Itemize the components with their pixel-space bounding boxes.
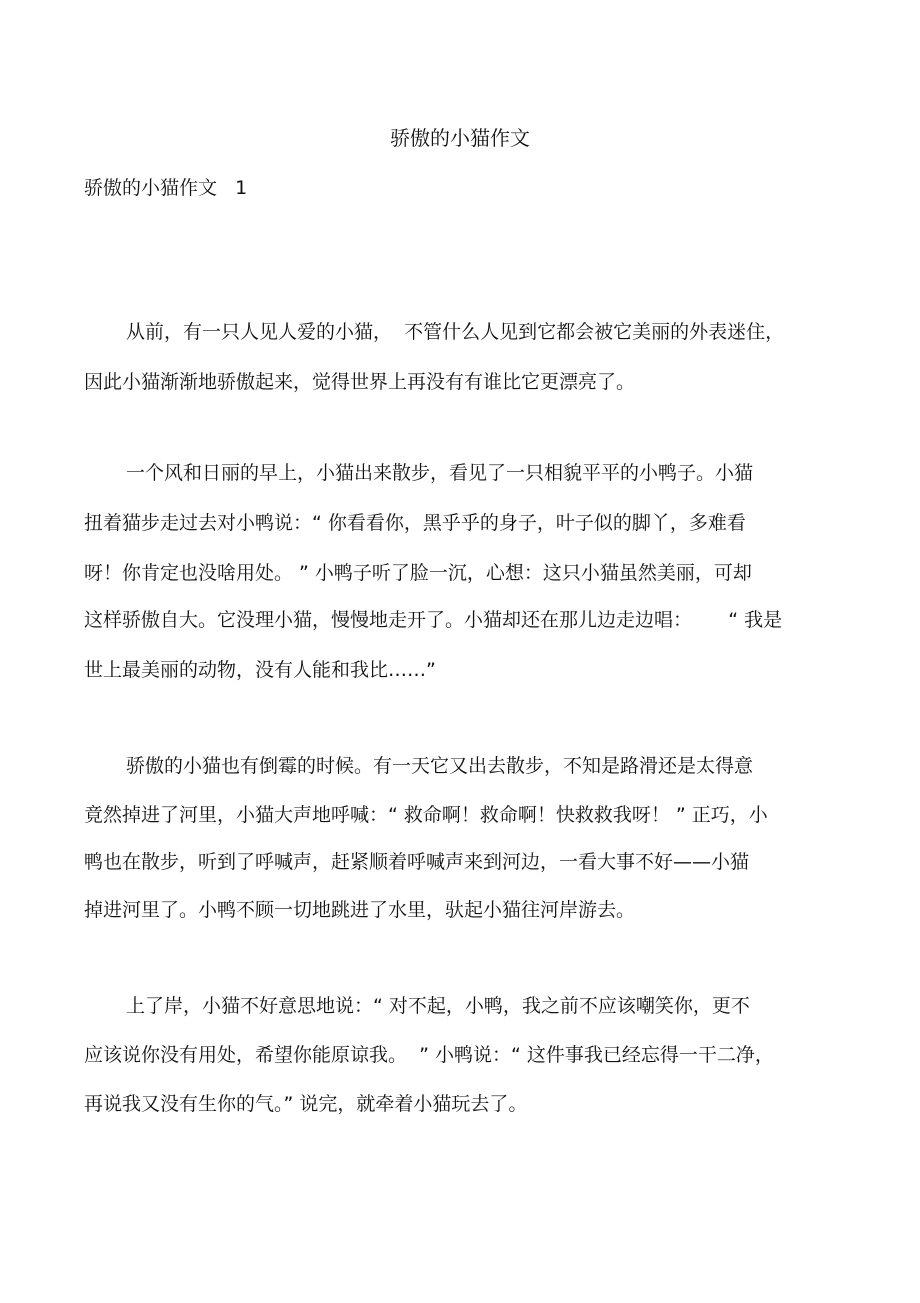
text-line: 这样骄傲自大。它没理小猫，慢慢地走开了。小猫却还在那儿边走边唱： “ 我是 — [84, 609, 783, 631]
text-line: 竟然掉进了河里，小猫大声地呼喊：“ 救命啊！救命啊！快救救我呀！ ” 正巧，小 — [84, 804, 768, 826]
text-line: 应该说你没有用处，希望你能原谅我。 ” 小鸭说：“ 这件事我已经忘得一干二净， — [84, 1044, 774, 1066]
text-line: 世上最美丽的动物，没有人能和我比……” — [84, 659, 436, 681]
text-line: 上了岸，小猫不好意思地说：“ 对不起，小鸭，我之前不应该嘲笑你，更不 — [126, 995, 750, 1017]
text-line: 呀！你肯定也没啥用处。 ” 小鸭子听了脸一沉，心想：这只小猫虽然美丽，可却 — [84, 562, 752, 584]
document-subtitle: 骄傲的小猫作文 1 — [84, 177, 248, 199]
text-line: 扭着猫步走过去对小鸭说：“ 你看看你，黑乎乎的身子，叶子似的脚丫，多难看 — [84, 512, 746, 534]
text-line: 骄傲的小猫也有倒霉的时候。有一天它又出去散步，不知是路滑还是太得意 — [126, 755, 754, 777]
text-line: 因此小猫渐渐地骄傲起来，觉得世界上再没有有谁比它更漂亮了。 — [84, 371, 636, 393]
text-line: 从前，有一只人见人爱的小猫， 不管什么人见到它都会被它美丽的外表迷住， — [126, 321, 785, 343]
text-line: 再说我又没有生你的气。” 说完，就牵着小猫玩去了。 — [84, 1093, 528, 1115]
text-line: 掉进河里了。小鸭不顾一切地跳进了水里，驮起小猫往河岸游去。 — [84, 899, 636, 921]
text-line: 一个风和日丽的早上，小猫出来散步，看见了一只相貌平平的小鸭子。小猫 — [126, 462, 754, 484]
document-title: 骄傲的小猫作文 — [390, 126, 530, 150]
text-line: 鸭也在散步，听到了呼喊声，赶紧顺着呼喊声来到河边，一看大事不好——小猫 — [84, 851, 750, 873]
